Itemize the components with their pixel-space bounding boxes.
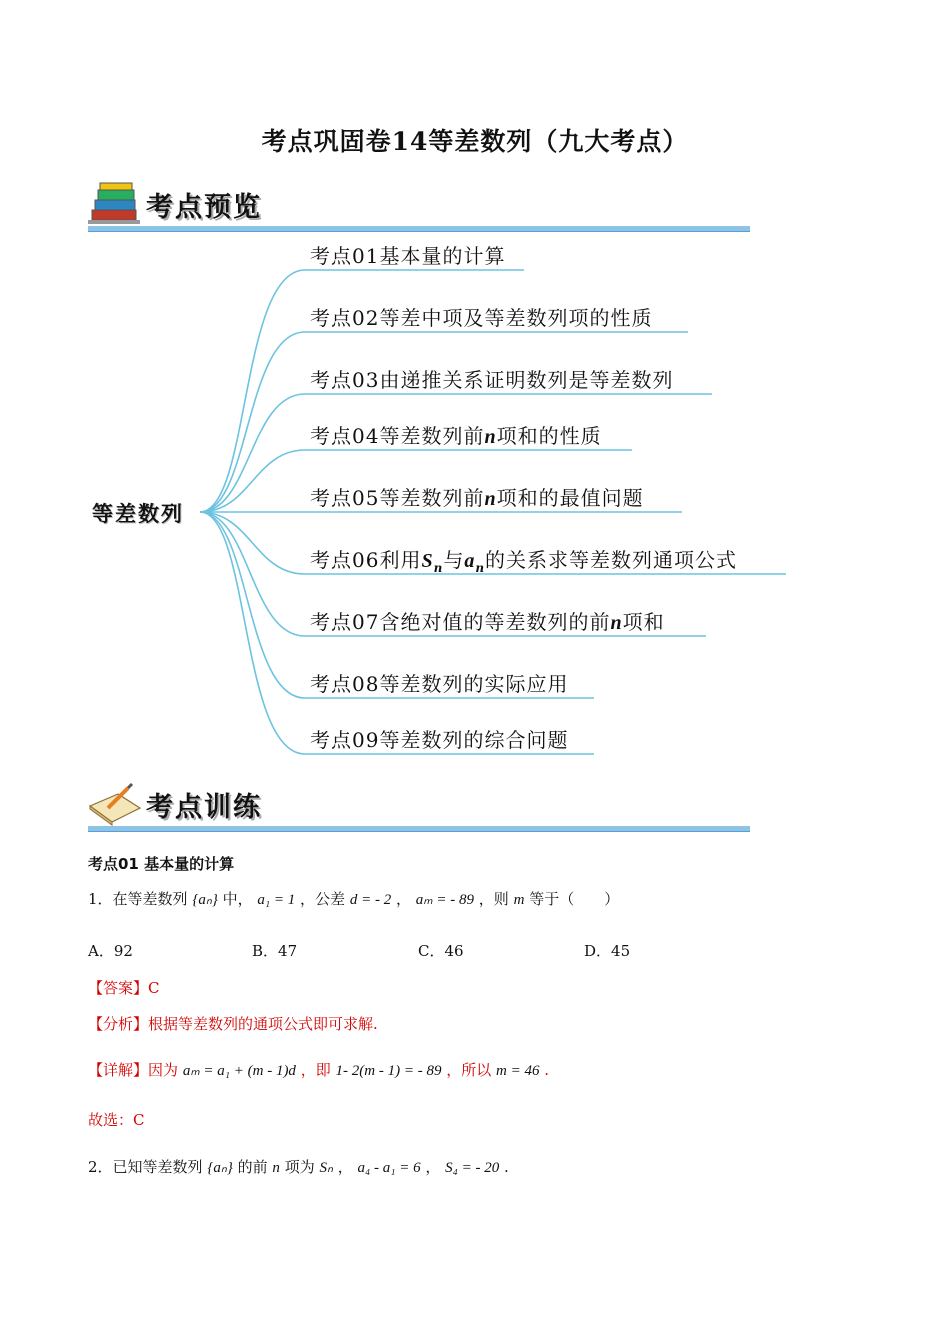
mindmap-item-05-text-a: 考点05等差数列前: [310, 486, 485, 510]
mindmap-item-05-text-b: 项和的最值问题: [496, 486, 644, 510]
math-formula-2: 1- 2(m - 1) = - 89: [335, 1063, 442, 1079]
detail-text: .: [544, 1061, 550, 1079]
option-b: B．47: [252, 942, 298, 960]
mindmap-item-04-n: n: [484, 426, 497, 448]
question-text: 的前: [237, 1158, 268, 1176]
math-condition-1: a₄ - a₁ = 6: [357, 1160, 421, 1176]
mindmap-item-07-text-a: 考点07含绝对值的等差数列的前: [310, 610, 611, 634]
math-a1: a₁ = 1: [257, 892, 296, 908]
analysis-label: 【分析】: [88, 1015, 149, 1033]
question-number: 2．: [88, 1158, 113, 1176]
option-d: D．45: [584, 942, 631, 960]
question-1: [88, 888, 619, 909]
math-formula-1: aₘ = a₁ + (m - 1)d: [182, 1063, 296, 1079]
answer-line: [88, 977, 160, 998]
question-text: 在等差数列: [112, 890, 188, 908]
mindmap-item-04-text-b: 项和的性质: [496, 424, 602, 448]
math-m: m: [513, 892, 525, 908]
math-sn: Sₙ: [319, 1160, 333, 1176]
question-text: 中，: [222, 890, 253, 908]
page-title: 考点巩固卷14等差数列（九大考点）: [261, 127, 689, 156]
notebook-pencil-icon: [88, 782, 142, 826]
mindmap-item-04: [310, 422, 602, 451]
question-text: ，公差: [300, 890, 346, 908]
conclusion-line: 故选：C: [88, 1111, 145, 1129]
question-text: 项为: [284, 1158, 315, 1176]
math-sequence: {aₙ}: [207, 1160, 233, 1176]
mindmap-item-09: 考点09等差数列的综合问题: [310, 728, 569, 752]
mindmap-item-04-text-a: 考点04等差数列前: [310, 424, 485, 448]
section-divider: [88, 826, 750, 832]
mindmap-item-06-s-sub: n: [433, 561, 444, 575]
detail-text: 因为: [148, 1061, 179, 1079]
mindmap-item-07-text-b: 项和: [622, 610, 665, 634]
answer-label: 【答案】: [88, 979, 149, 997]
question-text: .: [504, 1158, 509, 1176]
mindmap-item-05-n: n: [484, 488, 497, 510]
section-title-preview: 考点预览: [146, 192, 262, 223]
question-section-title: 考点01 基本量的计算: [88, 855, 235, 873]
option-c: C．46: [418, 942, 464, 960]
question-text: ，: [425, 1158, 441, 1176]
analysis-line: [88, 1013, 378, 1034]
mindmap-center: 等差数列: [92, 502, 184, 526]
question-2: [88, 1156, 509, 1177]
mindmap-item-07-n: n: [610, 612, 623, 634]
mindmap-item-06-text-a: 考点06利用: [310, 548, 422, 572]
question-text: 等于（ ）: [529, 890, 620, 908]
mindmap-item-06-text-c: 的关系求等差数列通项公式: [485, 548, 738, 572]
detail-text: ，所以: [446, 1061, 492, 1079]
math-n: n: [272, 1160, 280, 1176]
question-text: ，则: [478, 890, 509, 908]
mindmap-item-07: [310, 608, 665, 637]
math-sequence: {aₙ}: [192, 892, 218, 908]
mindmap-item-06-a-sub: n: [475, 561, 486, 575]
mindmap-item-02: 考点02等差中项及等差数列项的性质: [310, 306, 653, 330]
question-text: ，: [337, 1158, 353, 1176]
mindmap-item-06-text-b: 与: [443, 548, 465, 572]
mindmap-item-03: 考点03由递推关系证明数列是等差数列: [310, 368, 674, 392]
answer-value: C: [148, 979, 160, 997]
section-header-training: [88, 772, 750, 832]
math-condition-2: S₄ = - 20: [445, 1160, 500, 1176]
mindmap-item-08: 考点08等差数列的实际应用: [310, 672, 569, 696]
math-d: d = - 2: [349, 892, 392, 908]
mindmap-item-01: 考点01基本量的计算: [310, 244, 506, 268]
mindmap-item-05: [310, 484, 644, 513]
math-am: aₘ = - 89: [415, 892, 474, 908]
option-a: A．92: [88, 942, 133, 960]
mindmap-item-06-s: S: [421, 550, 434, 572]
mindmap-item-06: [310, 546, 737, 582]
detail-line: [88, 1059, 549, 1080]
section-title-training: 考点训练: [146, 792, 262, 823]
analysis-text: 根据等差数列的通项公式即可求解.: [148, 1015, 378, 1033]
mindmap-item-06-a: a: [464, 550, 476, 572]
detail-label: 【详解】: [88, 1061, 149, 1079]
detail-text: ，即: [300, 1061, 331, 1079]
question-text: ，: [395, 890, 411, 908]
math-formula-3: m = 46: [496, 1063, 540, 1079]
question-number: 1．: [88, 890, 113, 908]
question-text: 已知等差数列: [112, 1158, 203, 1176]
